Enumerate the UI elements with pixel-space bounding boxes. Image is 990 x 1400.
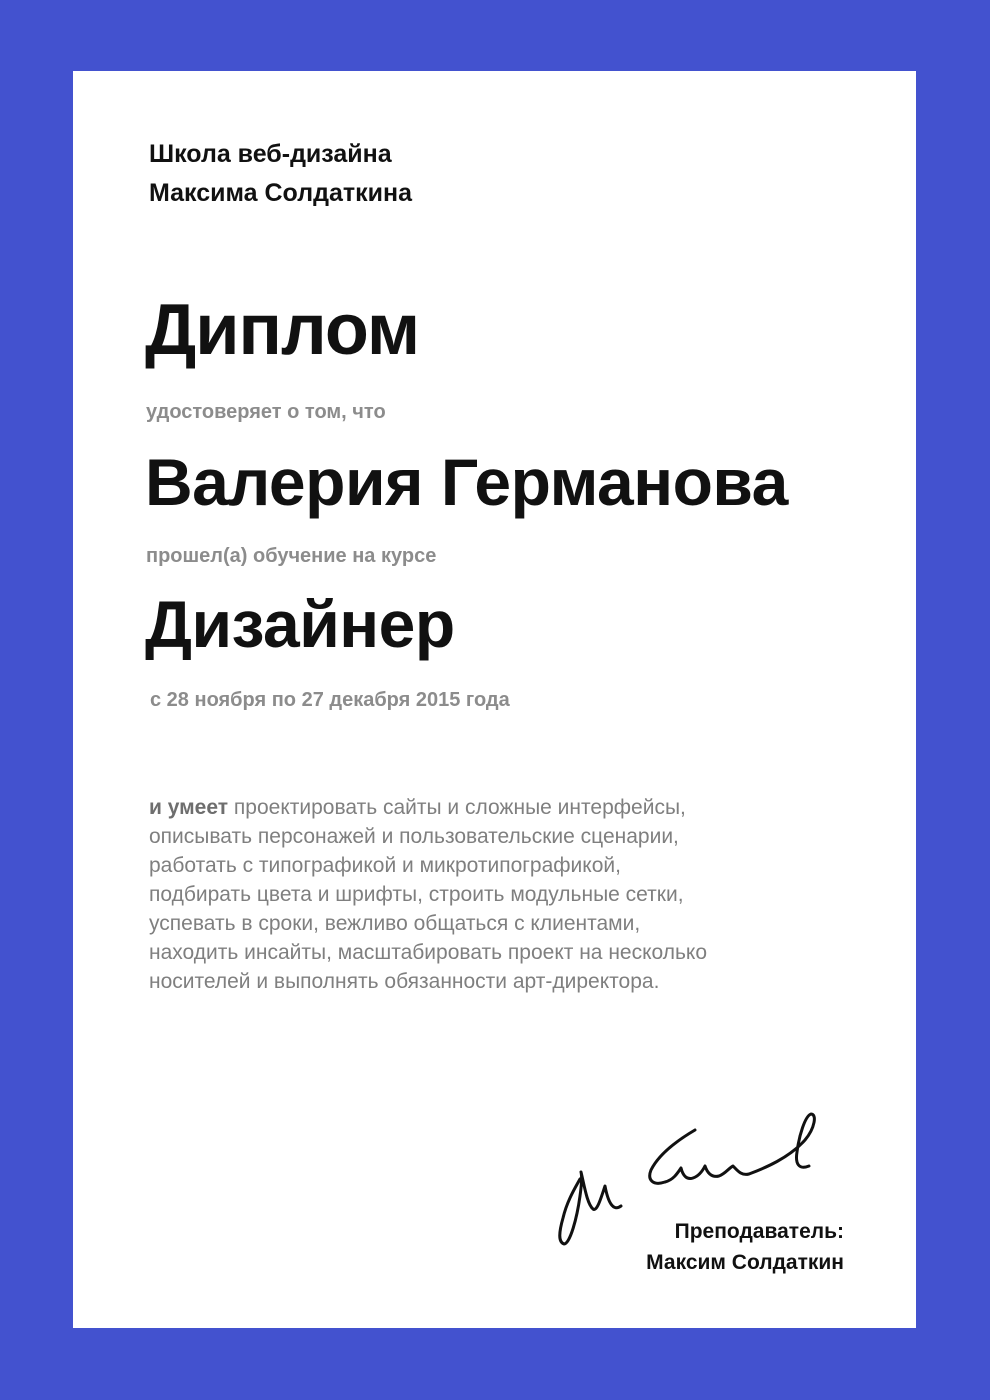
- recipient-name: Валерия Германова: [145, 445, 788, 519]
- teacher-block: [646, 1216, 844, 1278]
- teacher-name: Максим Солдаткин: [646, 1251, 844, 1274]
- school-name-line-1: Школа веб-дизайна: [149, 140, 392, 168]
- course-dates: с 28 ноября по 27 декабря 2015 года: [150, 689, 510, 711]
- diploma-sheet: [73, 71, 916, 1328]
- skills-line-text: проектировать сайты и сложные интерфейсы,: [233, 796, 686, 819]
- document-title: Диплом: [145, 290, 420, 370]
- skills-paragraph: [149, 793, 849, 996]
- skills-line: работать с типографикой и микротипографикой,: [149, 854, 621, 877]
- teacher-role: Преподаватель:: [674, 1220, 844, 1243]
- certifies-phrase: удостоверяет о том, что: [146, 401, 386, 423]
- skills-line: успевать в сроки, вежливо общаться с клиентами,: [149, 912, 641, 935]
- course-name: Дизайнер: [145, 587, 455, 661]
- school-name: [149, 135, 412, 213]
- skills-line: описывать персонажей и пользовательские сценарии,: [149, 825, 679, 848]
- skills-line: носителей и выполнять обязанности арт-директора.: [149, 970, 660, 993]
- school-name-line-2: Максима Солдаткина: [149, 179, 412, 207]
- skills-line: находить инсайты, масштабировать проект на несколько: [149, 941, 708, 964]
- skills-line: подбирать цвета и шрифты, строить модульные сетки,: [149, 883, 684, 906]
- skills-line: [149, 793, 849, 822]
- skills-lead: и умеет: [149, 796, 229, 819]
- course-phrase: прошел(а) обучение на курсе: [146, 545, 437, 567]
